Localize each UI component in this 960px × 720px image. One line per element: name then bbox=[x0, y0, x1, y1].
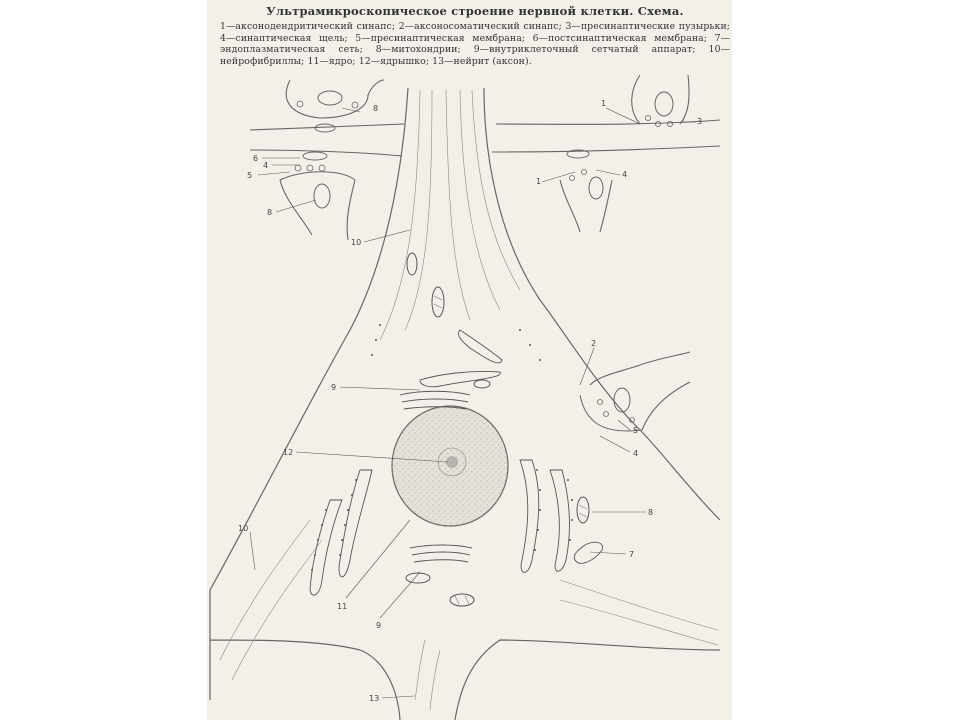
synapse-top-left bbox=[286, 80, 384, 132]
label-4-soma: 4 bbox=[633, 449, 639, 458]
label-7: 7 bbox=[629, 550, 635, 559]
dendrite-left bbox=[250, 124, 404, 156]
synapse-bottom-right bbox=[560, 150, 612, 232]
nucleolus bbox=[438, 448, 466, 476]
label-13: 13 bbox=[369, 694, 380, 703]
leader-lines bbox=[250, 108, 696, 698]
dendrite-right bbox=[492, 120, 720, 152]
label-4-right: 4 bbox=[622, 170, 628, 179]
label-9-top: 9 bbox=[331, 383, 337, 392]
figure-legend: 1—аксонодендритический синапс; 2—аксоносоматический синапс; 3—пресинаптические пузырьки; 4—синаптическая щель; 5—пресинаптическая мембрана; 6—постсинаптическая мембрана; 7—эндоплазматическая сеть; 8—митохондрии; 9—внутриклеточный сетчатый аппарат; 10—нейрофибриллы; 11—ядро; 12—ядрышко; 13—нейрит (аксон). bbox=[220, 21, 730, 67]
label-8-right: 8 bbox=[648, 508, 654, 517]
label-4-left: 4 bbox=[263, 161, 269, 170]
label-1-right: 1 bbox=[536, 177, 542, 186]
label-2: 2 bbox=[591, 339, 597, 348]
cell-body-outline bbox=[210, 88, 720, 720]
figure-title: Ультрамикроскопическое строение нервной клетки. Схема. bbox=[266, 4, 684, 18]
synapse-top-right bbox=[632, 75, 689, 127]
label-10-left: 10 bbox=[238, 524, 249, 533]
label-8-left: 8 bbox=[267, 208, 273, 217]
neurofibrils bbox=[220, 90, 718, 710]
label-5-left: 5 bbox=[247, 171, 253, 180]
label-6: 6 bbox=[253, 154, 259, 163]
label-5-right: 5 bbox=[633, 426, 639, 435]
label-11: 11 bbox=[337, 602, 348, 611]
label-1-top: 1 bbox=[601, 99, 607, 108]
label-12: 12 bbox=[283, 448, 294, 457]
label-3: 3 bbox=[697, 117, 703, 126]
label-10-top: 10 bbox=[351, 238, 362, 247]
synapse-axosomatic bbox=[580, 352, 690, 431]
label-9-bottom: 9 bbox=[376, 621, 382, 630]
label-8-top: 8 bbox=[373, 104, 379, 113]
